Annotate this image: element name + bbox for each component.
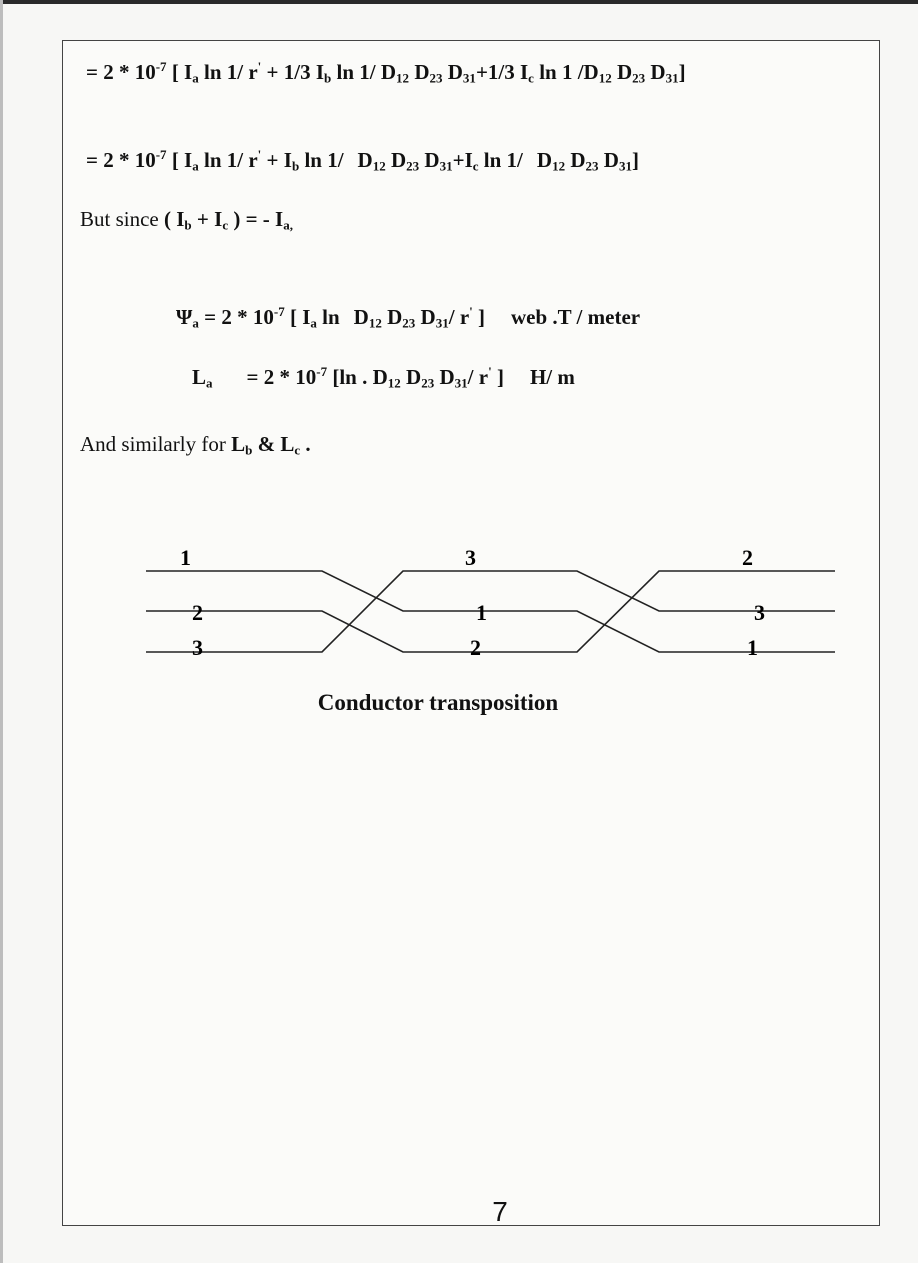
equation-inductance: $L_a = 2 * 10^{-7}$ [ln . $D_{12}$ $D_{23}$ $D_{31}/$ r' ] H/ m bbox=[192, 364, 575, 391]
figure-caption: Conductor transposition bbox=[317, 690, 559, 715]
conductor-lines bbox=[146, 571, 835, 652]
section-1-labels bbox=[180, 545, 203, 660]
equation-flux-simplified: = $2 * 10^{-7}$ [ $I_a$ ln 1/ $r' + I_b$ ln 1/ $D_{12}$ $D_{23}$ $D_{31}+I_c$ ln 1/ $D_{12}$ $D_{23}$ $D_{31}$] bbox=[86, 147, 639, 174]
equation-flux-expanded: = $2 * 10^{-7}$ [ $I_a$ ln 1/ r' + 1/3 $I_b$ ln 1/ $D_{12}$ $D_{23}$ $D_{31}+1/3$ $I_c$ ln 1 $/D_{12}$ $D_{23}$ $D_{31}$] bbox=[86, 59, 686, 86]
similarly-statement: And similarly for $L_b$ & $L_c$ . bbox=[80, 432, 311, 458]
section-2-labels bbox=[465, 545, 487, 660]
label-s3-middle: 3 bbox=[754, 600, 765, 625]
label-s2-top: 3 bbox=[465, 545, 476, 570]
label-s1-middle: 2 bbox=[192, 600, 203, 625]
label-s3-bottom: 1 bbox=[747, 635, 758, 660]
flux-unit: web .T / meter bbox=[511, 305, 641, 329]
label-s1-bottom: 3 bbox=[192, 635, 203, 660]
label-s2-middle: 1 bbox=[476, 600, 487, 625]
since-statement: But since ( $I_b + I_c$ ) = - $I_{a,}$ bbox=[80, 207, 293, 233]
section-3-labels bbox=[742, 545, 765, 660]
label-s1-top: 1 bbox=[180, 545, 191, 570]
label-s2-bottom: 2 bbox=[470, 635, 481, 660]
equation-flux-linkage: $\Psi_a = 2 * 10^{-7}$ [ $I_a$ $\ln D_{12}$ $D_{23}$ $D_{31}/$ r' ] web .T / meter bbox=[176, 304, 641, 331]
label-s3-top: 2 bbox=[742, 545, 753, 570]
page-number: 7 bbox=[492, 1196, 508, 1227]
inductance-unit: H/ m bbox=[529, 365, 575, 389]
